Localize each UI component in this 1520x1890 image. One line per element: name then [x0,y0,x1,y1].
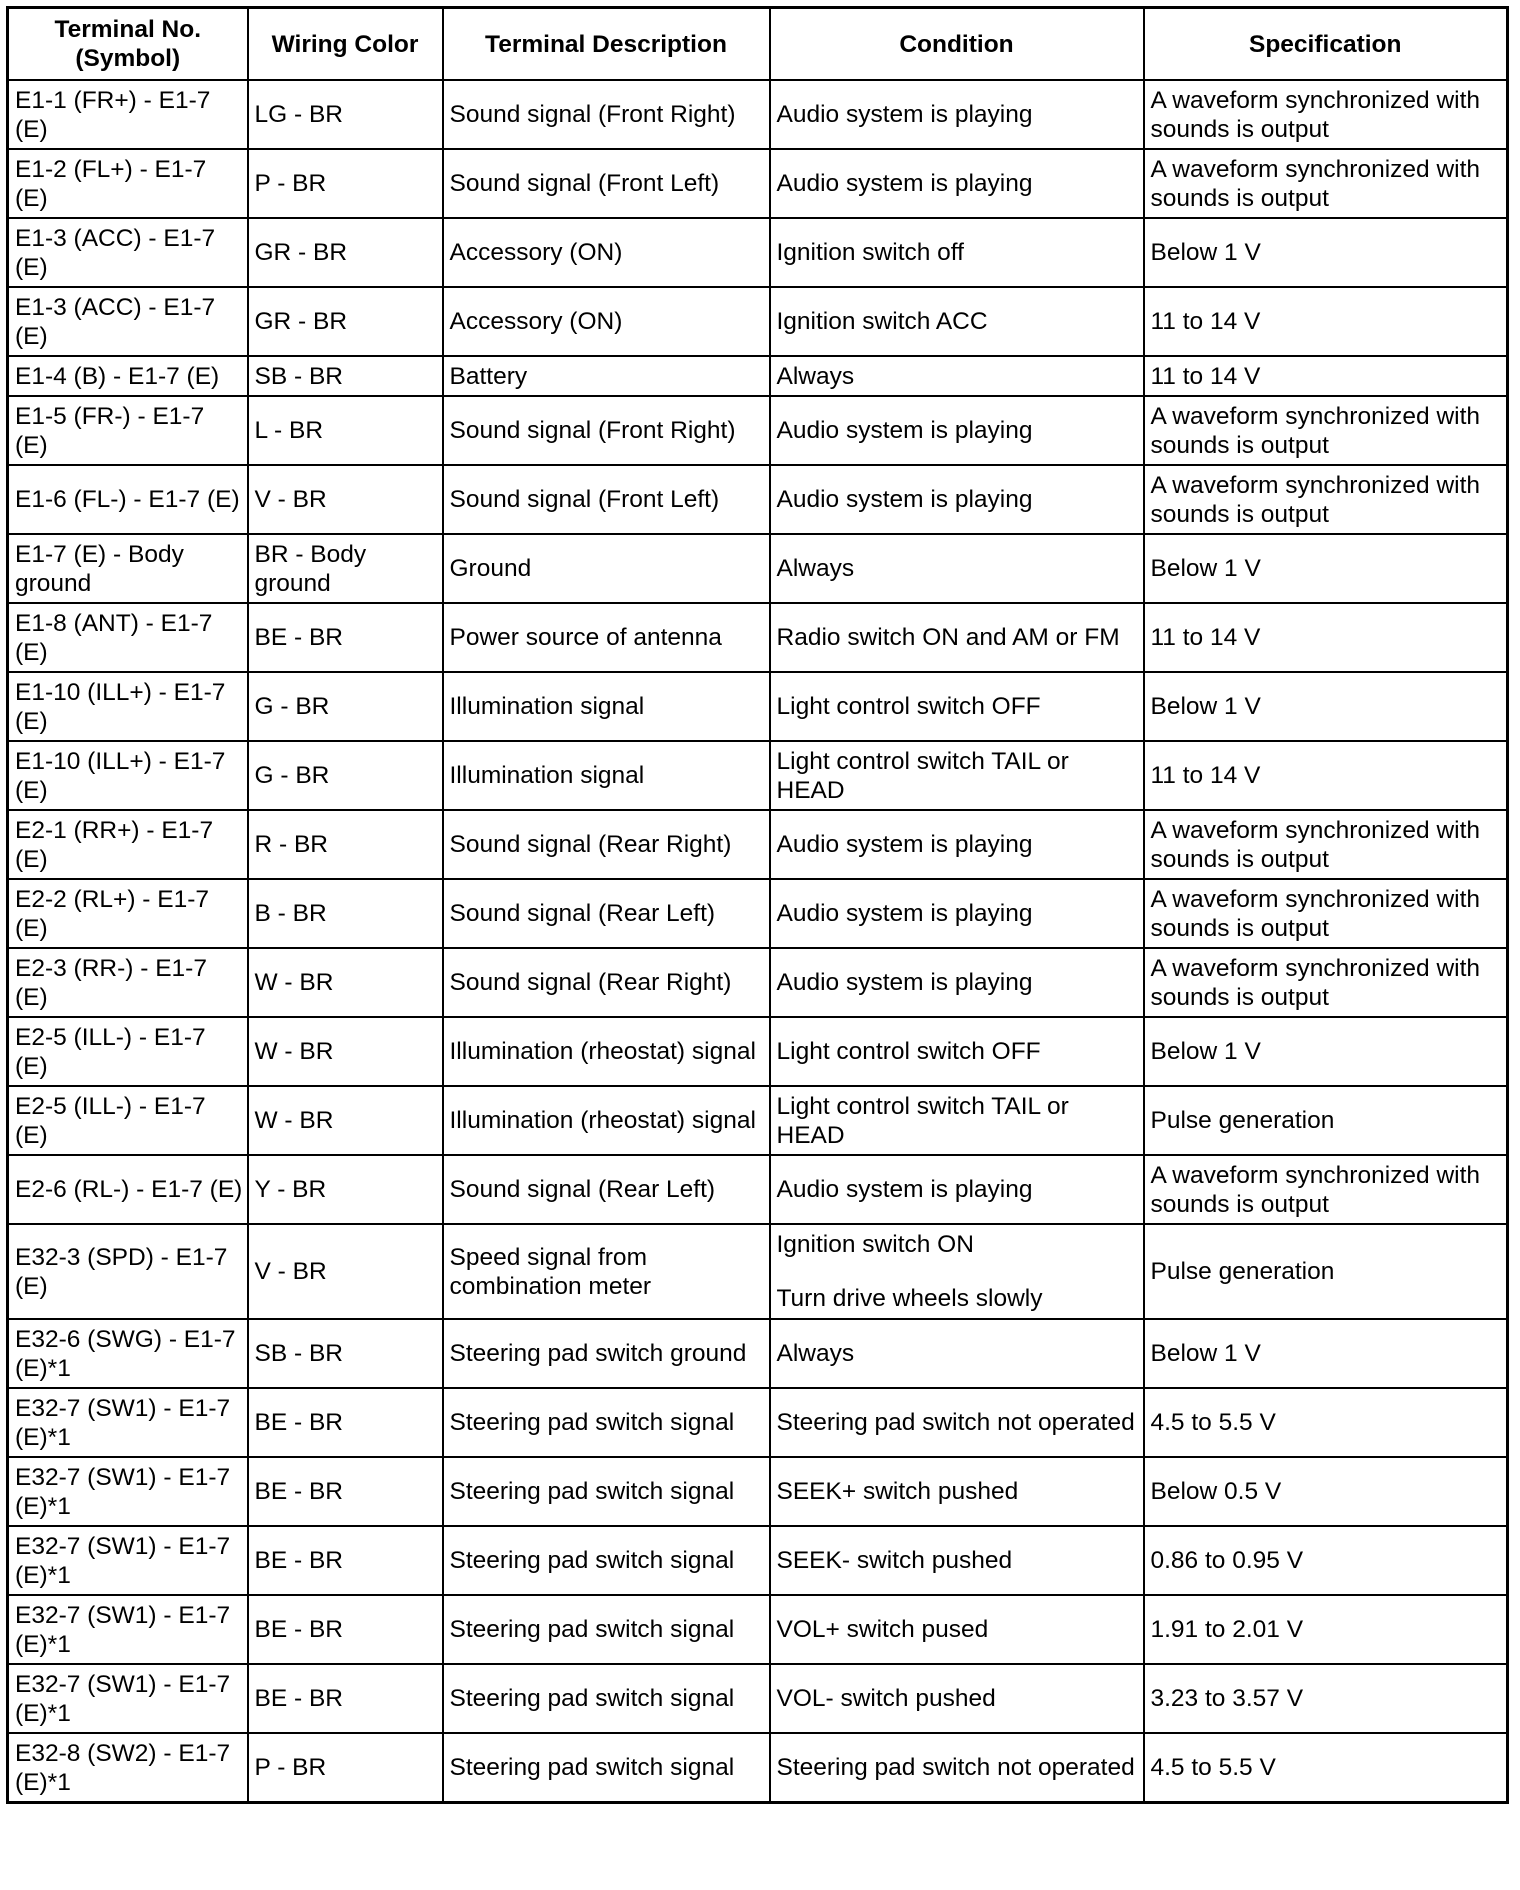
cell-description: Steering pad switch signal [443,1595,770,1664]
table-row [8,1086,1508,1155]
cell-description: Ground [443,534,770,603]
table-row [8,879,1508,948]
table-header-row [8,8,1508,81]
cell-terminal: E32-7 (SW1) - E1-7 (E)*1 [8,1526,248,1595]
cell-condition: Audio system is playing [770,879,1144,948]
cell-wiring-color: GR - BR [248,218,443,287]
cell-terminal: E2-5 (ILL-) - E1-7 (E) [8,1086,248,1155]
cell-specification: Pulse generation [1144,1086,1508,1155]
cell-description: Illumination (rheostat) signal [443,1017,770,1086]
cell-wiring-color: P - BR [248,149,443,218]
cell-condition: Ignition switch ACC [770,287,1144,356]
cell-description: Sound signal (Front Right) [443,396,770,465]
cell-specification: 11 to 14 V [1144,287,1508,356]
table-row [8,1017,1508,1086]
cell-condition: Always [770,356,1144,396]
table-row [8,1388,1508,1457]
cell-description: Sound signal (Front Left) [443,465,770,534]
cell-wiring-color: SB - BR [248,356,443,396]
cell-specification: Below 1 V [1144,672,1508,741]
cell-specification: Below 1 V [1144,218,1508,287]
cell-description: Sound signal (Rear Left) [443,1155,770,1224]
cell-condition: Light control switch TAIL or HEAD [770,1086,1144,1155]
cell-description: Steering pad switch signal [443,1526,770,1595]
cell-condition: VOL- switch pushed [770,1664,1144,1733]
cell-condition: Steering pad switch not operated [770,1733,1144,1803]
cell-wiring-color: SB - BR [248,1319,443,1388]
cell-description: Steering pad switch signal [443,1388,770,1457]
cell-description: Steering pad switch signal [443,1733,770,1803]
table-row [8,741,1508,810]
table-row [8,356,1508,396]
cell-terminal: E2-2 (RL+) - E1-7 (E) [8,879,248,948]
cell-wiring-color: W - BR [248,1086,443,1155]
table-body [8,80,1508,1803]
table-row [8,810,1508,879]
cell-specification: 0.86 to 0.95 V [1144,1526,1508,1595]
cell-specification: A waveform synchronized with sounds is output [1144,465,1508,534]
cell-description: Power source of antenna [443,603,770,672]
table-row [8,80,1508,149]
cell-wiring-color: P - BR [248,1733,443,1803]
cell-specification: Pulse generation [1144,1224,1508,1319]
cell-terminal: E32-8 (SW2) - E1-7 (E)*1 [8,1733,248,1803]
cell-wiring-color: G - BR [248,672,443,741]
table-row [8,465,1508,534]
table-row [8,1155,1508,1224]
cell-condition: Always [770,534,1144,603]
cell-terminal: E1-7 (E) - Body ground [8,534,248,603]
cell-terminal: E32-7 (SW1) - E1-7 (E)*1 [8,1457,248,1526]
table-row [8,1457,1508,1526]
cell-condition: Always [770,1319,1144,1388]
cell-wiring-color: BE - BR [248,1388,443,1457]
cell-specification: Below 1 V [1144,534,1508,603]
cell-condition: SEEK- switch pushed [770,1526,1144,1595]
cell-terminal: E1-6 (FL-) - E1-7 (E) [8,465,248,534]
cell-wiring-color: Y - BR [248,1155,443,1224]
cell-terminal: E1-5 (FR-) - E1-7 (E) [8,396,248,465]
header-condition: Condition [770,8,1144,81]
cell-condition: Radio switch ON and AM or FM [770,603,1144,672]
table-row [8,396,1508,465]
table-row [8,1224,1508,1319]
cell-wiring-color: W - BR [248,948,443,1017]
header-specification: Specification [1144,8,1508,81]
cell-wiring-color: BE - BR [248,603,443,672]
table-row [8,1319,1508,1388]
table-row [8,1733,1508,1803]
cell-wiring-color: BE - BR [248,1526,443,1595]
cell-wiring-color: B - BR [248,879,443,948]
cell-condition [770,1224,1144,1319]
cell-specification: 11 to 14 V [1144,603,1508,672]
cell-description: Accessory (ON) [443,218,770,287]
cell-specification: 11 to 14 V [1144,741,1508,810]
cell-specification: Below 1 V [1144,1319,1508,1388]
terminal-spec-table [6,6,1509,1804]
cell-wiring-color: L - BR [248,396,443,465]
cell-terminal: E1-8 (ANT) - E1-7 (E) [8,603,248,672]
cell-terminal: E32-3 (SPD) - E1-7 (E) [8,1224,248,1319]
cell-wiring-color: BE - BR [248,1457,443,1526]
cell-specification: Below 0.5 V [1144,1457,1508,1526]
header-wiring-color: Wiring Color [248,8,443,81]
cell-terminal: E32-7 (SW1) - E1-7 (E)*1 [8,1664,248,1733]
cell-terminal: E1-4 (B) - E1-7 (E) [8,356,248,396]
cell-description: Sound signal (Rear Right) [443,948,770,1017]
cell-specification: Below 1 V [1144,1017,1508,1086]
cell-condition: Light control switch OFF [770,672,1144,741]
cell-specification: 4.5 to 5.5 V [1144,1733,1508,1803]
cell-terminal: E32-7 (SW1) - E1-7 (E)*1 [8,1388,248,1457]
header-terminal: Terminal No. (Symbol) [8,8,248,81]
cell-condition: SEEK+ switch pushed [770,1457,1144,1526]
cell-terminal: E2-5 (ILL-) - E1-7 (E) [8,1017,248,1086]
cell-description: Sound signal (Front Left) [443,149,770,218]
cell-description: Steering pad switch signal [443,1664,770,1733]
cell-specification: A waveform synchronized with sounds is output [1144,879,1508,948]
cell-description: Steering pad switch signal [443,1457,770,1526]
cell-wiring-color: R - BR [248,810,443,879]
cell-terminal: E2-1 (RR+) - E1-7 (E) [8,810,248,879]
cell-condition: Audio system is playing [770,810,1144,879]
cell-terminal: E2-6 (RL-) - E1-7 (E) [8,1155,248,1224]
table-row [8,287,1508,356]
cell-condition: VOL+ switch pused [770,1595,1144,1664]
cell-terminal: E2-3 (RR-) - E1-7 (E) [8,948,248,1017]
cell-description: Sound signal (Front Right) [443,80,770,149]
condition-line: Ignition switch ON [776,1231,974,1258]
header-terminal-description: Terminal Description [443,8,770,81]
cell-specification: A waveform synchronized with sounds is output [1144,396,1508,465]
cell-specification: 4.5 to 5.5 V [1144,1388,1508,1457]
cell-description: Sound signal (Rear Left) [443,879,770,948]
table-row [8,534,1508,603]
cell-wiring-color: W - BR [248,1017,443,1086]
cell-condition: Audio system is playing [770,80,1144,149]
cell-description: Illumination signal [443,741,770,810]
cell-description: Accessory (ON) [443,287,770,356]
cell-specification: 11 to 14 V [1144,356,1508,396]
cell-specification: A waveform synchronized with sounds is output [1144,80,1508,149]
table-row [8,672,1508,741]
cell-description: Speed signal from combination meter [443,1224,770,1319]
cell-wiring-color: V - BR [248,465,443,534]
cell-specification: A waveform synchronized with sounds is output [1144,810,1508,879]
table-row [8,1664,1508,1733]
cell-terminal: E1-10 (ILL+) - E1-7 (E) [8,741,248,810]
cell-specification: 3.23 to 3.57 V [1144,1664,1508,1733]
cell-condition: Audio system is playing [770,149,1144,218]
cell-wiring-color: GR - BR [248,287,443,356]
condition-line: Turn drive wheels slowly [776,1285,1043,1312]
cell-terminal: E1-10 (ILL+) - E1-7 (E) [8,672,248,741]
cell-wiring-color: BR - Body ground [248,534,443,603]
cell-condition: Audio system is playing [770,1155,1144,1224]
cell-description: Illumination signal [443,672,770,741]
cell-specification: A waveform synchronized with sounds is output [1144,948,1508,1017]
cell-condition: Ignition switch off [770,218,1144,287]
cell-specification: A waveform synchronized with sounds is output [1144,149,1508,218]
cell-description: Sound signal (Rear Right) [443,810,770,879]
cell-terminal: E32-7 (SW1) - E1-7 (E)*1 [8,1595,248,1664]
cell-description: Steering pad switch ground [443,1319,770,1388]
table-row [8,149,1508,218]
cell-condition: Audio system is playing [770,948,1144,1017]
cell-wiring-color: G - BR [248,741,443,810]
cell-description: Illumination (rheostat) signal [443,1086,770,1155]
cell-wiring-color: LG - BR [248,80,443,149]
table-row [8,1526,1508,1595]
cell-condition: Steering pad switch not operated [770,1388,1144,1457]
table-row [8,1595,1508,1664]
cell-wiring-color: BE - BR [248,1664,443,1733]
cell-terminal: E1-2 (FL+) - E1-7 (E) [8,149,248,218]
cell-wiring-color: V - BR [248,1224,443,1319]
table-row [8,603,1508,672]
table-row [8,218,1508,287]
cell-terminal: E1-1 (FR+) - E1-7 (E) [8,80,248,149]
cell-condition: Light control switch TAIL or HEAD [770,741,1144,810]
cell-terminal: E1-3 (ACC) - E1-7 (E) [8,287,248,356]
cell-terminal: E32-6 (SWG) - E1-7 (E)*1 [8,1319,248,1388]
table-row [8,948,1508,1017]
cell-specification: 1.91 to 2.01 V [1144,1595,1508,1664]
cell-terminal: E1-3 (ACC) - E1-7 (E) [8,218,248,287]
cell-condition: Audio system is playing [770,465,1144,534]
cell-specification: A waveform synchronized with sounds is output [1144,1155,1508,1224]
cell-condition: Light control switch OFF [770,1017,1144,1086]
cell-condition: Audio system is playing [770,396,1144,465]
cell-description: Battery [443,356,770,396]
cell-wiring-color: BE - BR [248,1595,443,1664]
